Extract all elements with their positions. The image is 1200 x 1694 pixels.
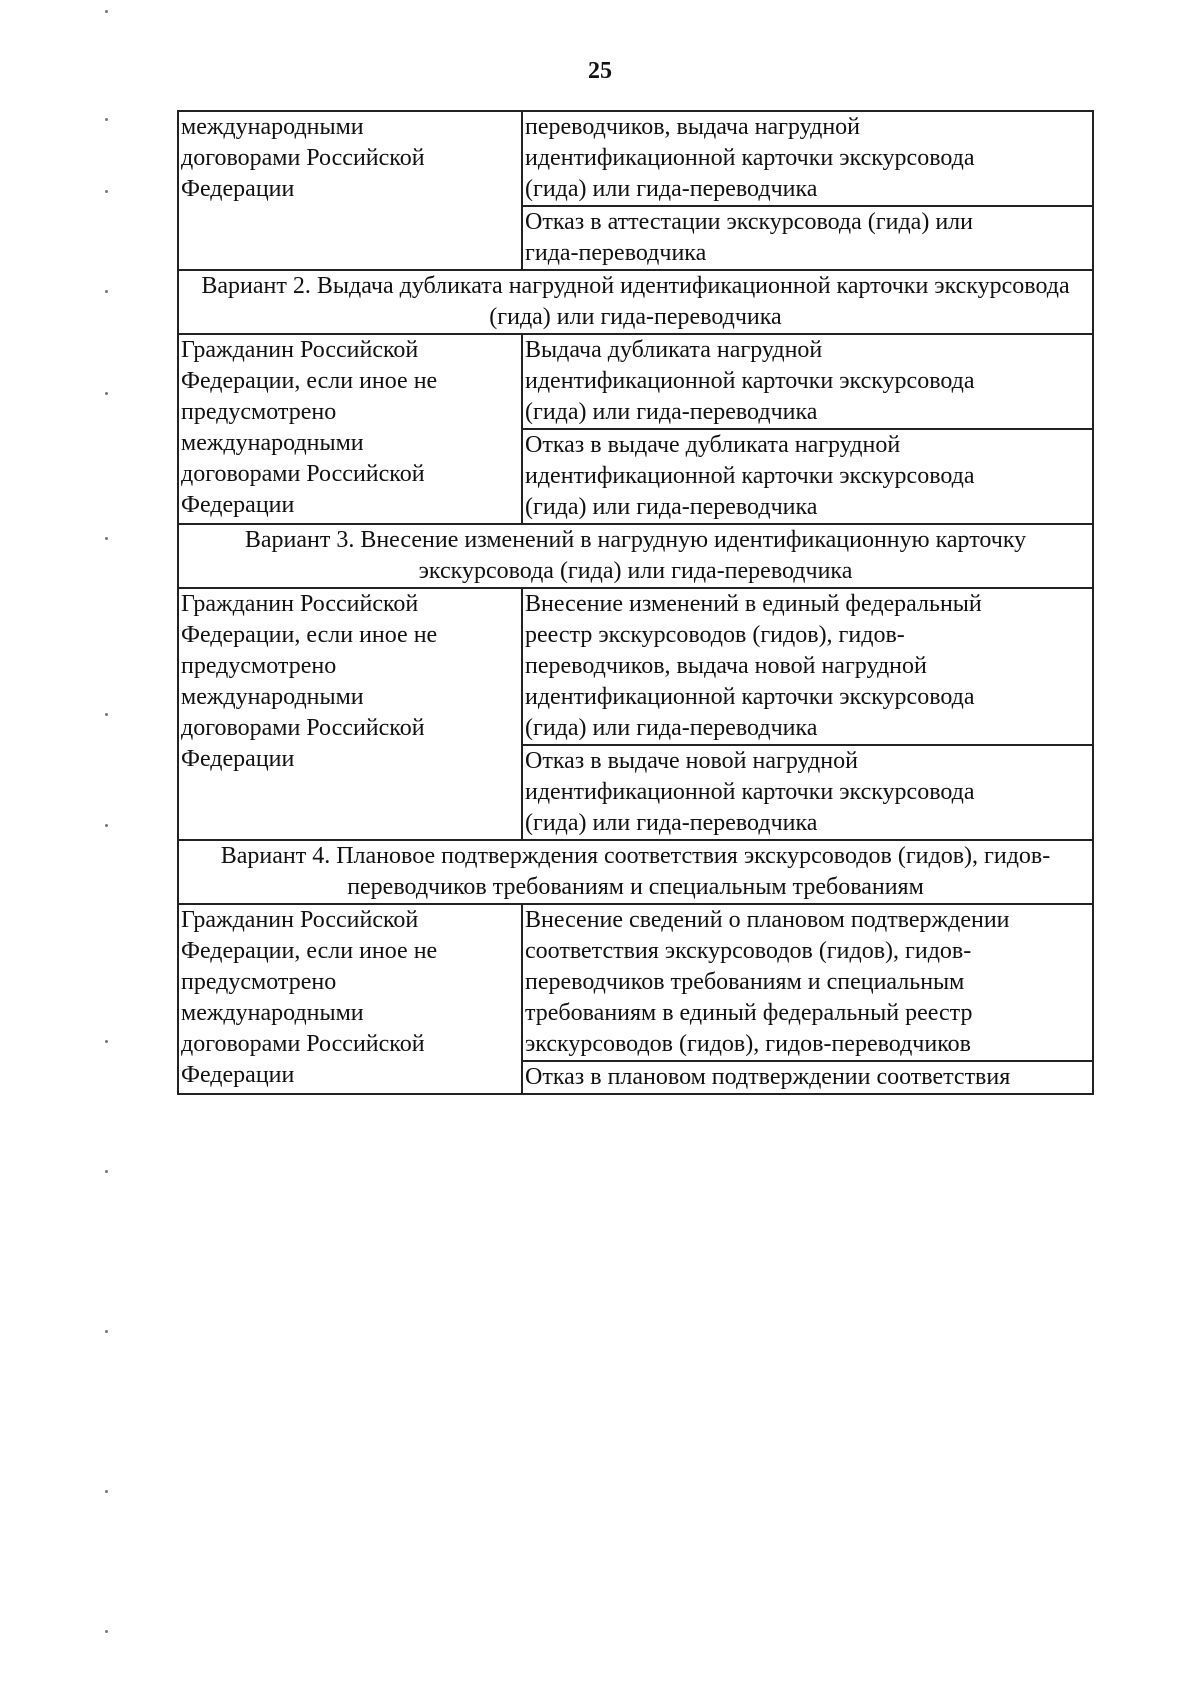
result-text: Отказ в выдаче дубликата нагрудной идентификационной карточки экскурсовода (гида) или гида-переводчика [525, 432, 975, 520]
table-row [178, 588, 1093, 745]
scan-speck [105, 190, 108, 193]
variant-heading-text: Вариант 2. Выдача дубликата нагрудной идентификационной карточки экскурсовода (гида) или гида-переводчика [201, 273, 1070, 330]
scan-speck [105, 118, 108, 121]
applicant-text: Гражданин Российской Федерации, если иное не предусмотрено международными договорами Российской Федерации [181, 337, 438, 518]
applicant-cell [178, 111, 522, 270]
scan-speck [105, 1040, 108, 1043]
applicant-cell [178, 904, 522, 1094]
result-cell [522, 206, 1093, 270]
scan-speck [105, 1630, 108, 1633]
table-row [178, 111, 1093, 206]
scan-speck [105, 392, 108, 395]
result-text: Отказ в плановом подтверждении соответствия [525, 1064, 1011, 1090]
variant-heading-row [178, 270, 1093, 334]
scan-speck [105, 713, 108, 716]
result-text: Отказ в выдаче новой нагрудной идентификационной карточки экскурсовода (гида) или гида-переводчика [525, 748, 975, 836]
result-text: Внесение сведений о плановом подтверждении соответствия экскурсоводов (гидов), гидов- переводчиков требованиям и специальным требованиям в единый федеральный реестр экскурсоводов (гидов), гидов-переводчиков [525, 907, 1010, 1057]
table-row [178, 904, 1093, 1061]
variant-heading [178, 524, 1093, 588]
variant-heading [178, 840, 1093, 904]
result-cell [522, 745, 1093, 840]
result-cell [522, 1061, 1093, 1094]
result-cell [522, 588, 1093, 745]
applicant-text: Гражданин Российской Федерации, если иное не предусмотрено международными договорами Российской Федерации [181, 591, 438, 772]
variant-heading-text: Вариант 4. Плановое подтверждения соответствия экскурсоводов (гидов), гидов-переводчиков требованиям и специальным требованиям [220, 843, 1051, 900]
scan-speck [105, 1170, 108, 1173]
result-variants-table [177, 110, 1094, 1095]
result-text: Выдача дубликата нагрудной идентификационной карточки экскурсовода (гида) или гида-переводчика [525, 337, 975, 425]
result-cell [522, 429, 1093, 524]
variant-heading-row [178, 840, 1093, 904]
table-row [178, 334, 1093, 429]
applicant-text: международными договорами Российской Федерации [181, 114, 425, 202]
result-text: переводчиков, выдача нагрудной идентификационной карточки экскурсовода (гида) или гида-переводчика [525, 114, 975, 202]
applicant-text: Гражданин Российской Федерации, если иное не предусмотрено международными договорами Российской Федерации [181, 907, 438, 1088]
scan-speck [105, 10, 108, 13]
scan-speck [105, 824, 108, 827]
variant-heading-text: Вариант 3. Внесение изменений в нагрудную идентификационную карточку экскурсовода (гида) или гида-переводчика [244, 527, 1027, 584]
scan-speck [105, 1490, 108, 1493]
scan-speck [105, 290, 108, 293]
result-cell [522, 904, 1093, 1061]
applicant-cell [178, 588, 522, 840]
variant-heading-row [178, 524, 1093, 588]
result-text: Внесение изменений в единый федеральный реестр экскурсоводов (гидов), гидов- переводчиков, выдача новой нагрудной идентификационной карточки экскурсовода (гида) или гида-переводчика [525, 591, 982, 741]
result-cell [522, 111, 1093, 206]
page-number: 25 [588, 58, 612, 84]
variant-heading [178, 270, 1093, 334]
result-cell [522, 334, 1093, 429]
applicant-cell [178, 334, 522, 524]
scan-speck [105, 1330, 108, 1333]
scan-speck [105, 537, 108, 540]
result-text: Отказ в аттестации экскурсовода (гида) или гида-переводчика [525, 209, 973, 266]
